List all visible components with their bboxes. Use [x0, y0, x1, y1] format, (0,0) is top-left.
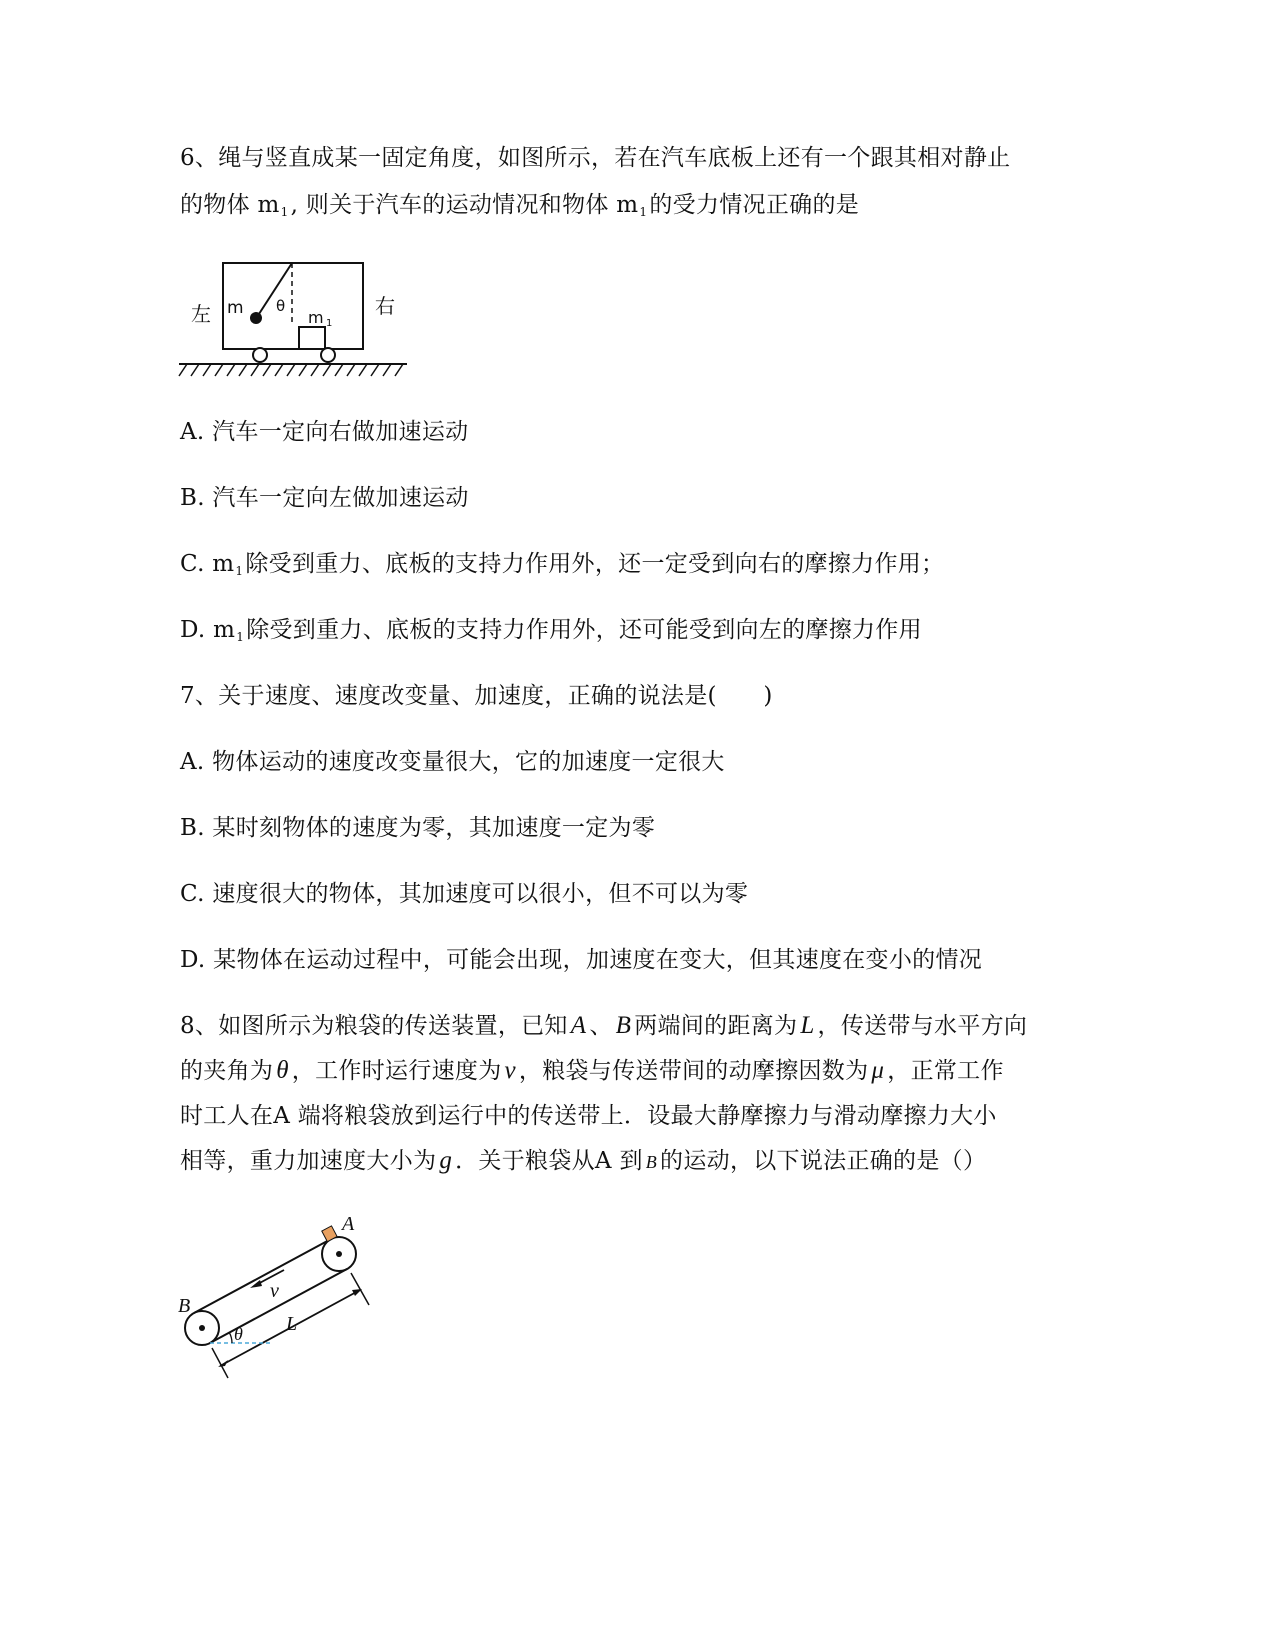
q6-option-b: B. 汽车一定向左做加速运动	[180, 485, 469, 511]
q8-l2-var-theta: θ	[276, 1057, 289, 1084]
q6-car-diagram	[175, 255, 415, 385]
q8-l1-sep: 、	[589, 1013, 613, 1039]
pendulum-rope	[257, 263, 292, 317]
q8-stem-line-3: 时工人在A 端将粮袋放到运行中的传送带上．设最大静摩擦力与滑动摩擦力大小	[180, 1103, 997, 1129]
q8-stem-line-1	[180, 1010, 1027, 1042]
q8-l2-a: 的夹角为	[180, 1058, 274, 1084]
q8-l4-c: 的运动，以下说法正确的是（）	[660, 1148, 987, 1174]
wheel-left	[253, 348, 267, 362]
q8-l1-d: ，传送带与水平方向	[817, 1013, 1028, 1039]
q8-l1-a: 8、如图所示为粮袋的传送装置，已知	[180, 1013, 568, 1039]
q8-l4-a: 相等，重力加速度大小为	[180, 1148, 437, 1174]
q8-l1-c: 两端间的距离为	[634, 1013, 798, 1039]
q8-l4-b: ．关于粮袋从A 到	[455, 1148, 643, 1174]
block-m1	[299, 327, 325, 349]
wheel-right	[321, 348, 335, 362]
ground-hatching	[179, 364, 403, 376]
q8-l4-var-b: B	[645, 1152, 658, 1172]
q8-l1-var-l: L	[800, 1012, 815, 1039]
q8-l2-var-v: v	[504, 1057, 516, 1084]
belt-top	[194, 1239, 331, 1313]
label-theta: θ	[276, 297, 286, 315]
angle-arc	[229, 1332, 232, 1343]
q7-option-b: B. 某时刻物体的速度为零，其加速度一定为零	[180, 815, 656, 841]
label-right: 右	[375, 294, 395, 318]
label-l: L	[286, 1313, 298, 1335]
length-tick-top	[351, 1273, 369, 1305]
q6-sub-2: 1	[639, 205, 648, 219]
label-a: A	[342, 1213, 355, 1235]
label-b: B	[178, 1295, 191, 1317]
label-v: v	[270, 1280, 279, 1302]
pendulum-ball	[250, 312, 262, 324]
q6-option-c-prefix: C. m	[180, 551, 235, 577]
q6-sub-1: 1	[280, 205, 289, 219]
pulley-a-axle	[336, 1251, 342, 1257]
label-mass: m	[227, 298, 244, 318]
q6-option-d-sub: 1	[236, 630, 245, 644]
q8-conveyor-diagram	[172, 1212, 392, 1382]
q7-option-c: C. 速度很大的物体，其加速度可以很小，但不可以为零	[180, 881, 749, 907]
q8-l1-var-b: B	[615, 1012, 632, 1039]
label-block: m	[308, 308, 324, 327]
q6-option-c-text: 除受到重力、底板的支持力作用外，还一定受到向右的摩擦力作用；	[245, 551, 945, 577]
q8-l2-b: ，工作时运行速度为	[291, 1058, 502, 1084]
q7-option-d: D. 某物体在运动过程中，可能会出现，加速度在变大，但其速度在变小的情况	[180, 947, 983, 973]
q8-l1-var-a: A	[570, 1012, 587, 1039]
q6-option-c-sub: 1	[235, 564, 244, 578]
q8-l2-c: ，粮袋与传送带间的动摩擦因数为	[518, 1058, 869, 1084]
q6-stem-line-1: 6、绳与竖直成某一固定角度，如图所示，若在汽车底板上还有一个跟其相对静止	[180, 145, 1011, 171]
q7-stem: 7、关于速度、速度改变量、加速度，正确的说法是( )	[180, 683, 773, 709]
q8-l2-var-mu: μ	[871, 1057, 885, 1084]
q8-stem-line-4	[180, 1145, 986, 1178]
label-theta: θ	[234, 1324, 243, 1344]
q6-option-d-text: 除受到重力、底板的支持力作用外，还可能受到向左的摩擦力作用	[246, 617, 922, 643]
q8-stem-line-2	[180, 1055, 1004, 1087]
label-left: 左	[191, 302, 211, 326]
q6-stem-text-b: , 则关于汽车的运动情况和物体 m	[290, 192, 639, 218]
pulley-b-axle	[199, 1325, 205, 1331]
car-body	[223, 263, 363, 349]
q8-l4-var-g: g	[439, 1147, 453, 1174]
q6-stem-text-c: 的受力情况正确的是	[649, 192, 860, 218]
label-block-sub: 1	[326, 318, 333, 329]
q6-option-d-prefix: D. m	[180, 617, 236, 643]
q7-option-a: A. 物体运动的速度改变量很大，它的加速度一定很大	[180, 749, 725, 775]
q6-option-c	[180, 548, 944, 587]
q6-stem-text-a: 的物体 m	[180, 192, 280, 218]
q8-l2-d: ，正常工作	[887, 1058, 1004, 1084]
q6-option-d	[180, 614, 922, 653]
q6-stem-line-2	[180, 189, 859, 228]
q6-option-a: A. 汽车一定向右做加速运动	[180, 419, 469, 445]
